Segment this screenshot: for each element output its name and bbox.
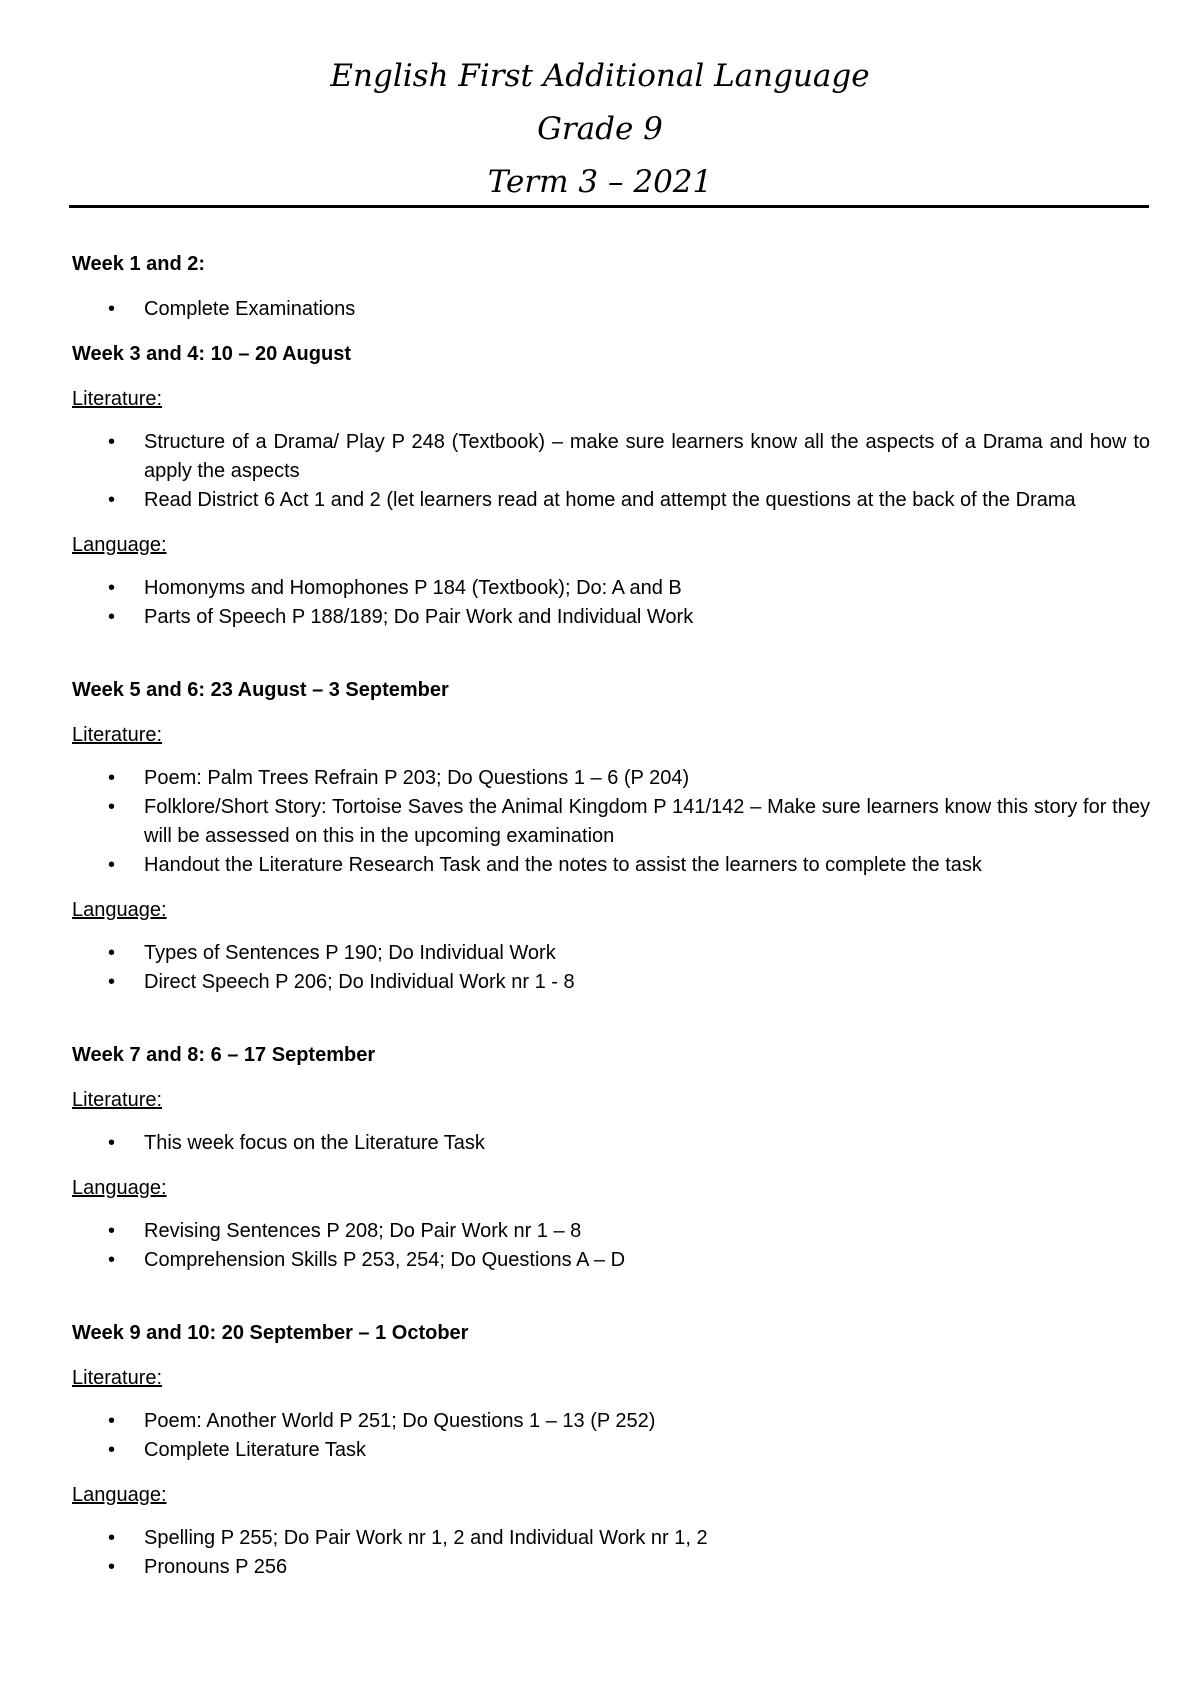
schedule-content: [72, 250, 1150, 1598]
language-list: [72, 574, 1150, 632]
literature-list: [72, 1407, 1150, 1465]
list-item: • Complete Literature Task: [72, 1436, 1150, 1465]
literature-list: [72, 428, 1150, 515]
week-section: [72, 1041, 1150, 1275]
task-list: [72, 295, 1150, 324]
list-item: • Types of Sentences P 190; Do Individual Work: [72, 939, 1150, 968]
list-item: • Structure of a Drama/ Play P 248 (Textbook) – make sure learners know all the aspects of a Drama and how to apply the aspects: [72, 428, 1150, 486]
week-heading: Week 1 and 2:: [72, 253, 206, 275]
section-spacer: [72, 1291, 1150, 1319]
literature-label: Literature:: [72, 1089, 163, 1111]
language-list: [72, 939, 1150, 997]
list-item: • Direct Speech P 206; Do Individual Work nr 1 - 8: [72, 968, 1150, 997]
language-label: Language:: [72, 1177, 167, 1199]
list-item: • Parts of Speech P 188/189; Do Pair Work and Individual Work: [72, 603, 1150, 632]
week-section: [72, 1319, 1150, 1582]
document-header: [0, 50, 1200, 209]
header-divider: [69, 205, 1149, 208]
literature-label: Literature:: [72, 1367, 163, 1389]
literature-list: [72, 764, 1150, 880]
language-list: [72, 1217, 1150, 1275]
week-heading: Week 9 and 10: 20 September – 1 October: [72, 1322, 469, 1344]
section-spacer: [72, 1013, 1150, 1041]
literature-label: Literature:: [72, 388, 163, 410]
list-item: • Homonyms and Homophones P 184 (Textbook); Do: A and B: [72, 574, 1150, 603]
list-item: • Pronouns P 256: [72, 1553, 1150, 1582]
week-section: [72, 250, 1150, 324]
language-label: Language:: [72, 1484, 167, 1506]
list-item: • Poem: Another World P 251; Do Questions 1 – 13 (P 252): [72, 1407, 1150, 1436]
list-item: • Poem: Palm Trees Refrain P 203; Do Questions 1 – 6 (P 204): [72, 764, 1150, 793]
language-label: Language:: [72, 899, 167, 921]
list-item: • This week focus on the Literature Task: [72, 1129, 1150, 1158]
list-item: • Folklore/Short Story: Tortoise Saves the Animal Kingdom P 141/142 – Make sure learners know this story for they will be assessed on this in the upcoming examination: [72, 793, 1150, 851]
literature-list: [72, 1129, 1150, 1158]
document-title: English First Additional Language: [330, 58, 870, 94]
term-label: Term 3 – 2021: [487, 164, 713, 200]
week-heading: Week 3 and 4: 10 – 20 August: [72, 343, 351, 365]
list-item: • Revising Sentences P 208; Do Pair Work nr 1 – 8: [72, 1217, 1150, 1246]
week-heading: Week 7 and 8: 6 – 17 September: [72, 1044, 376, 1066]
list-item: • Comprehension Skills P 253, 254; Do Questions A – D: [72, 1246, 1150, 1275]
list-item: • Handout the Literature Research Task and the notes to assist the learners to complete the task: [72, 851, 1150, 880]
section-spacer: [72, 648, 1150, 676]
list-item: • Complete Examinations: [72, 295, 1150, 324]
language-list: [72, 1524, 1150, 1582]
week-heading: Week 5 and 6: 23 August – 3 September: [72, 679, 449, 701]
grade-label: Grade 9: [537, 111, 663, 147]
week-section: [72, 676, 1150, 997]
list-item: • Spelling P 255; Do Pair Work nr 1, 2 and Individual Work nr 1, 2: [72, 1524, 1150, 1553]
list-item: • Read District 6 Act 1 and 2 (let learners read at home and attempt the questions at the back of the Drama: [72, 486, 1150, 515]
language-label: Language:: [72, 534, 167, 556]
week-section: [72, 340, 1150, 632]
literature-label: Literature:: [72, 724, 163, 746]
